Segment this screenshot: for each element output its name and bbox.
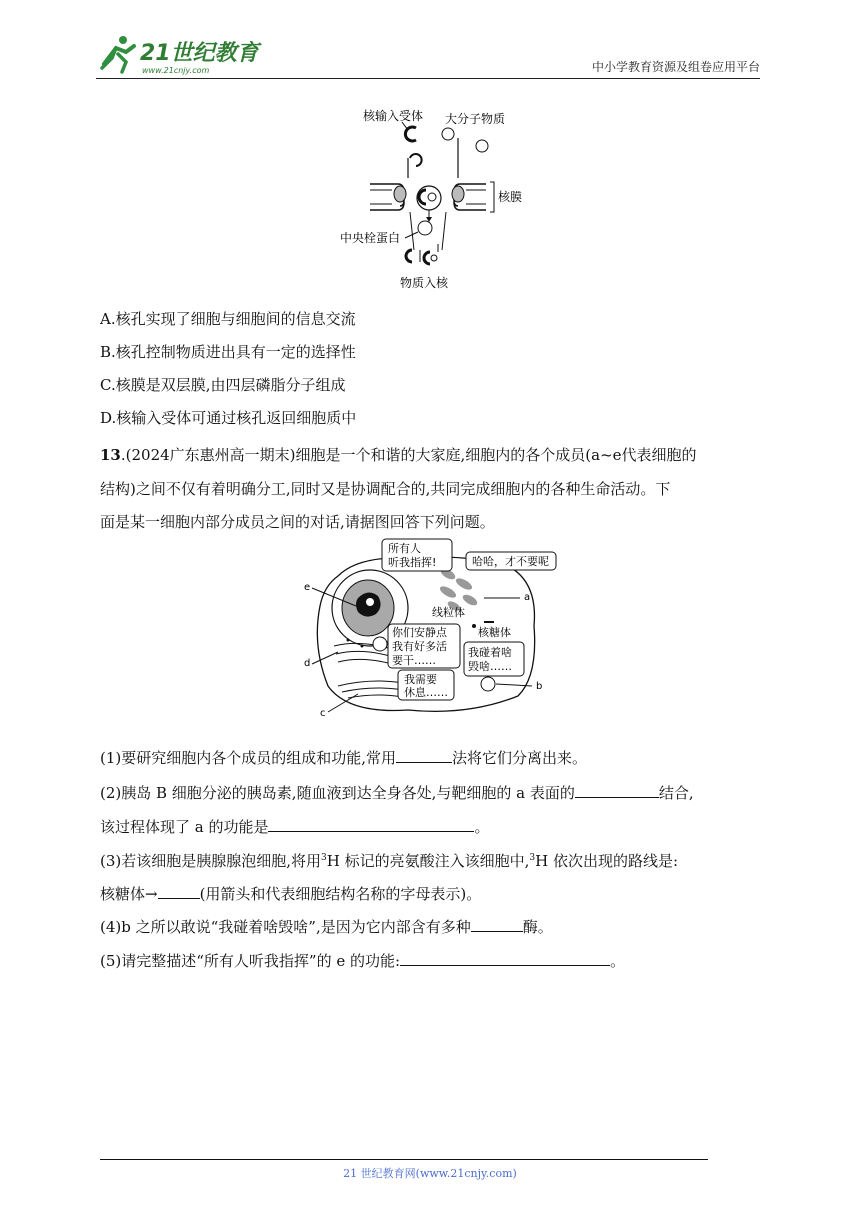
svg-text:21世纪教育: 21世纪教育 [140, 41, 259, 66]
option-b: B.核孔控制物质进出具有一定的选择性 [100, 343, 356, 361]
label-receptor: 核输入受体 [363, 109, 424, 123]
option-a: A.核孔实现了细胞与细胞间的信息交流 [100, 310, 356, 328]
label-d: d [304, 658, 311, 669]
nuclear-pore-figure [330, 100, 530, 295]
option-d: D.核输入受体可通过核孔返回细胞质中 [100, 409, 357, 427]
header-divider [96, 78, 760, 79]
label-mitochondria: 线粒体 [432, 606, 465, 619]
answer-blank-2b[interactable] [268, 817, 474, 832]
svg-text:www.21cnjy.com: www.21cnjy.com [142, 66, 210, 75]
q13-intro-line3: 面是某一细胞内部分成员之间的对话,请据图回答下列问题。 [100, 513, 495, 531]
q13-part5: (5)请完整描述“所有人听我指挥”的 e 的功能: 。 [100, 952, 626, 970]
q13-intro-line1: 13.(2024广东惠州高一期末)细胞是一个和谐的大家庭,细胞内的各个成员(a~e代表细胞的 [100, 446, 697, 464]
footer-divider [100, 1159, 708, 1160]
label-ribosome: 核糖体 [478, 626, 511, 639]
label-a: a [524, 592, 531, 603]
bubble-c-line1: 我需要 [404, 673, 437, 686]
bubble-b-line2: 毁啥…… [468, 660, 512, 673]
page-header [96, 34, 760, 80]
q13-part3-line2: 核糖体→ (用箭头和代表细胞结构名称的字母表示)。 [100, 885, 482, 903]
bubble-er-line2: 我有好多活 [392, 640, 447, 653]
platform-label: 中小学教育资源及组卷应用平台 [591, 60, 760, 74]
answer-blank-1[interactable] [396, 748, 452, 763]
label-c: c [320, 708, 326, 718]
label-e: e [304, 582, 311, 593]
bubble-e-line2: 听我指挥! [388, 556, 437, 569]
bubble-er-line1: 你们安静点 [392, 626, 447, 639]
q13-intro-line2: 结构)之间不仅有着明确分工,同时又是协调配合的,共同完成细胞内的各种生命活动。下 [100, 480, 671, 498]
site-logo [96, 34, 266, 76]
answer-blank-4[interactable] [471, 917, 523, 932]
q13-part2-line1: (2)胰岛 B 细胞分泌的胰岛素,随血液到达全身各处,与靶细胞的 a 表面的 结合, [100, 784, 694, 802]
answer-blank-2a[interactable] [575, 783, 659, 798]
option-c: C.核膜是双层膜,由四层磷脂分子组成 [100, 376, 346, 394]
footer-text[interactable]: 21 世纪教育网(www.21cnjy.com) [343, 1167, 517, 1180]
answer-blank-3[interactable] [158, 884, 200, 899]
label-entry: 物质入核 [400, 276, 449, 290]
bubble-e-line1: 所有人 [388, 542, 421, 555]
label-macromolecule: 大分子物质 [445, 112, 506, 126]
bubble-er-line3: 要干…… [392, 654, 436, 667]
bubble-c-line2: 休息…… [404, 686, 448, 699]
bubble-mito: 哈哈，才不要呢 [472, 555, 549, 568]
label-center-protein: 中央栓蛋白 [340, 231, 401, 245]
cell-dialogue-figure [298, 536, 560, 718]
bubble-b-line1: 我碰着啥 [468, 646, 512, 659]
q13-part4: (4)b 之所以敢说“我碰着啥毁啥”,是因为它内部含有多种 酶。 [100, 918, 553, 936]
question-number: 13 [100, 446, 121, 464]
q13-part1: (1)要研究细胞内各个成员的组成和功能,常用 法将它们分离出来。 [100, 749, 588, 767]
label-b: b [536, 681, 543, 692]
answer-blank-5[interactable] [400, 951, 610, 966]
q13-part3-line1: (3)若该细胞是胰腺腺泡细胞,将用$^3$H 标记的亮氨酸注入该细胞中,$^3$H 依次出现的路线是: [100, 852, 679, 870]
q13-part2-line2: 该过程体现了 a 的功能是 。 [100, 818, 490, 836]
label-membrane: 核膜 [498, 190, 523, 204]
